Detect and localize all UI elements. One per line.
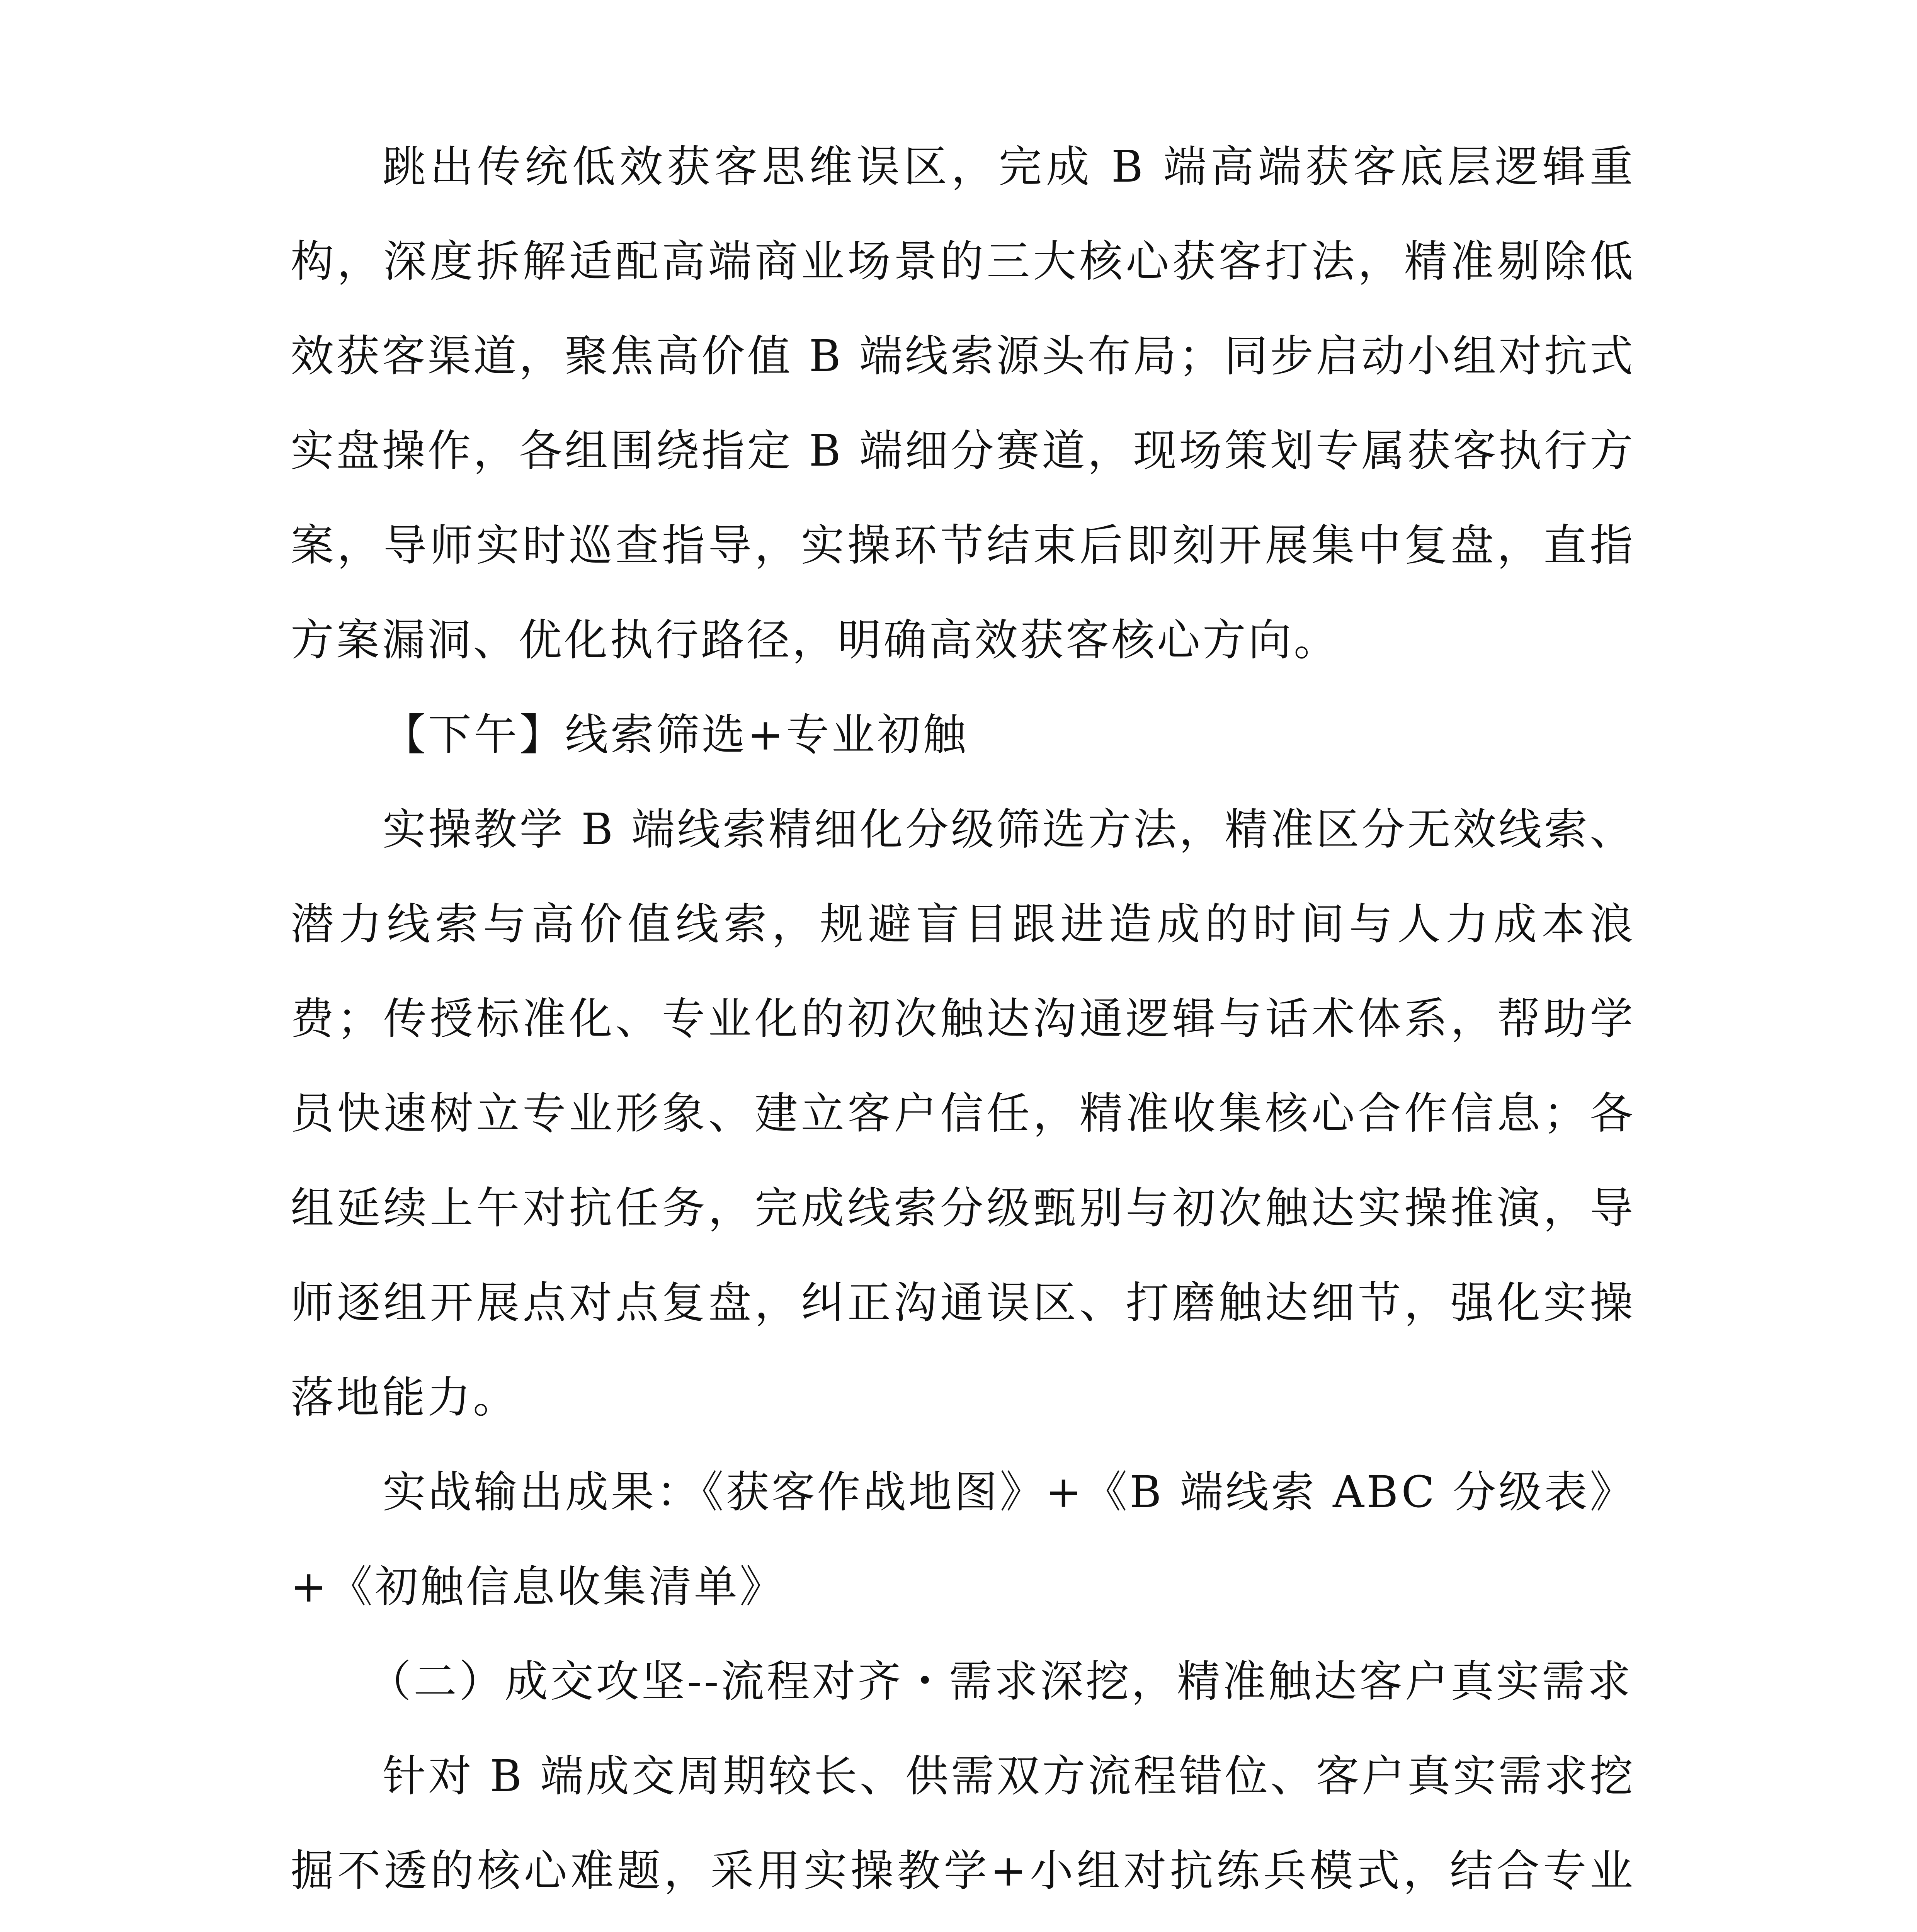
paragraph-lead-screening: 实操教学 B 端线索精细化分级筛选方法，精准区分无效线索、潜力线索与高价值线索，规避盲目跟进造成的时间与人力成本浪费；传授标准化、专业化的初次触达沟通逻辑与话术体系，帮助学员快速树立专业形象、建立客户信任，精准收集核心合作信息；各组延续上午对抗任务，完成线索分级甄别与初次触达实操推演，导师逐组开展点对点复盘，纠正沟通误区、打磨触达细节，强化实操落地能力。 bbox=[291, 804, 1635, 1423]
document-body bbox=[291, 120, 1635, 1932]
paragraph-deliverables: 实战输出成果：《获客作战地图》+《B 端线索 ABC 分级表》+《初触信息收集清单》 bbox=[291, 1467, 1635, 1612]
heading-afternoon-leads: 【下午】线索筛选+专业初触 bbox=[383, 710, 968, 760]
section-heading-closing: （二）成交攻坚--流程对齐・需求深挖，精准触达客户真实需求 bbox=[368, 1656, 1633, 1707]
paragraph-closing-intro: 针对 B 端成交周期较长、供需双方流程错位、客户真实需求挖掘不透的核心难题，采用实操教学+小组对抗练兵模式，结合专业 bbox=[291, 1751, 1635, 1896]
paragraph-acquisition-logic: 跳出传统低效获客思维误区，完成 B 端高端获客底层逻辑重构，深度拆解适配高端商业场景的三大核心获客打法，精准剔除低效获客渠道，聚焦高价值 B 端线索源头布局；同步启动小组对抗式实盘操作，各组围绕指定 B 端细分赛道，现场策划专属获客执行方案，导师实时巡查指导，实操环节结束后即刻开展集中复盘，直指方案漏洞、优化执行路径，明确高效获客核心方向。 bbox=[291, 142, 1635, 665]
